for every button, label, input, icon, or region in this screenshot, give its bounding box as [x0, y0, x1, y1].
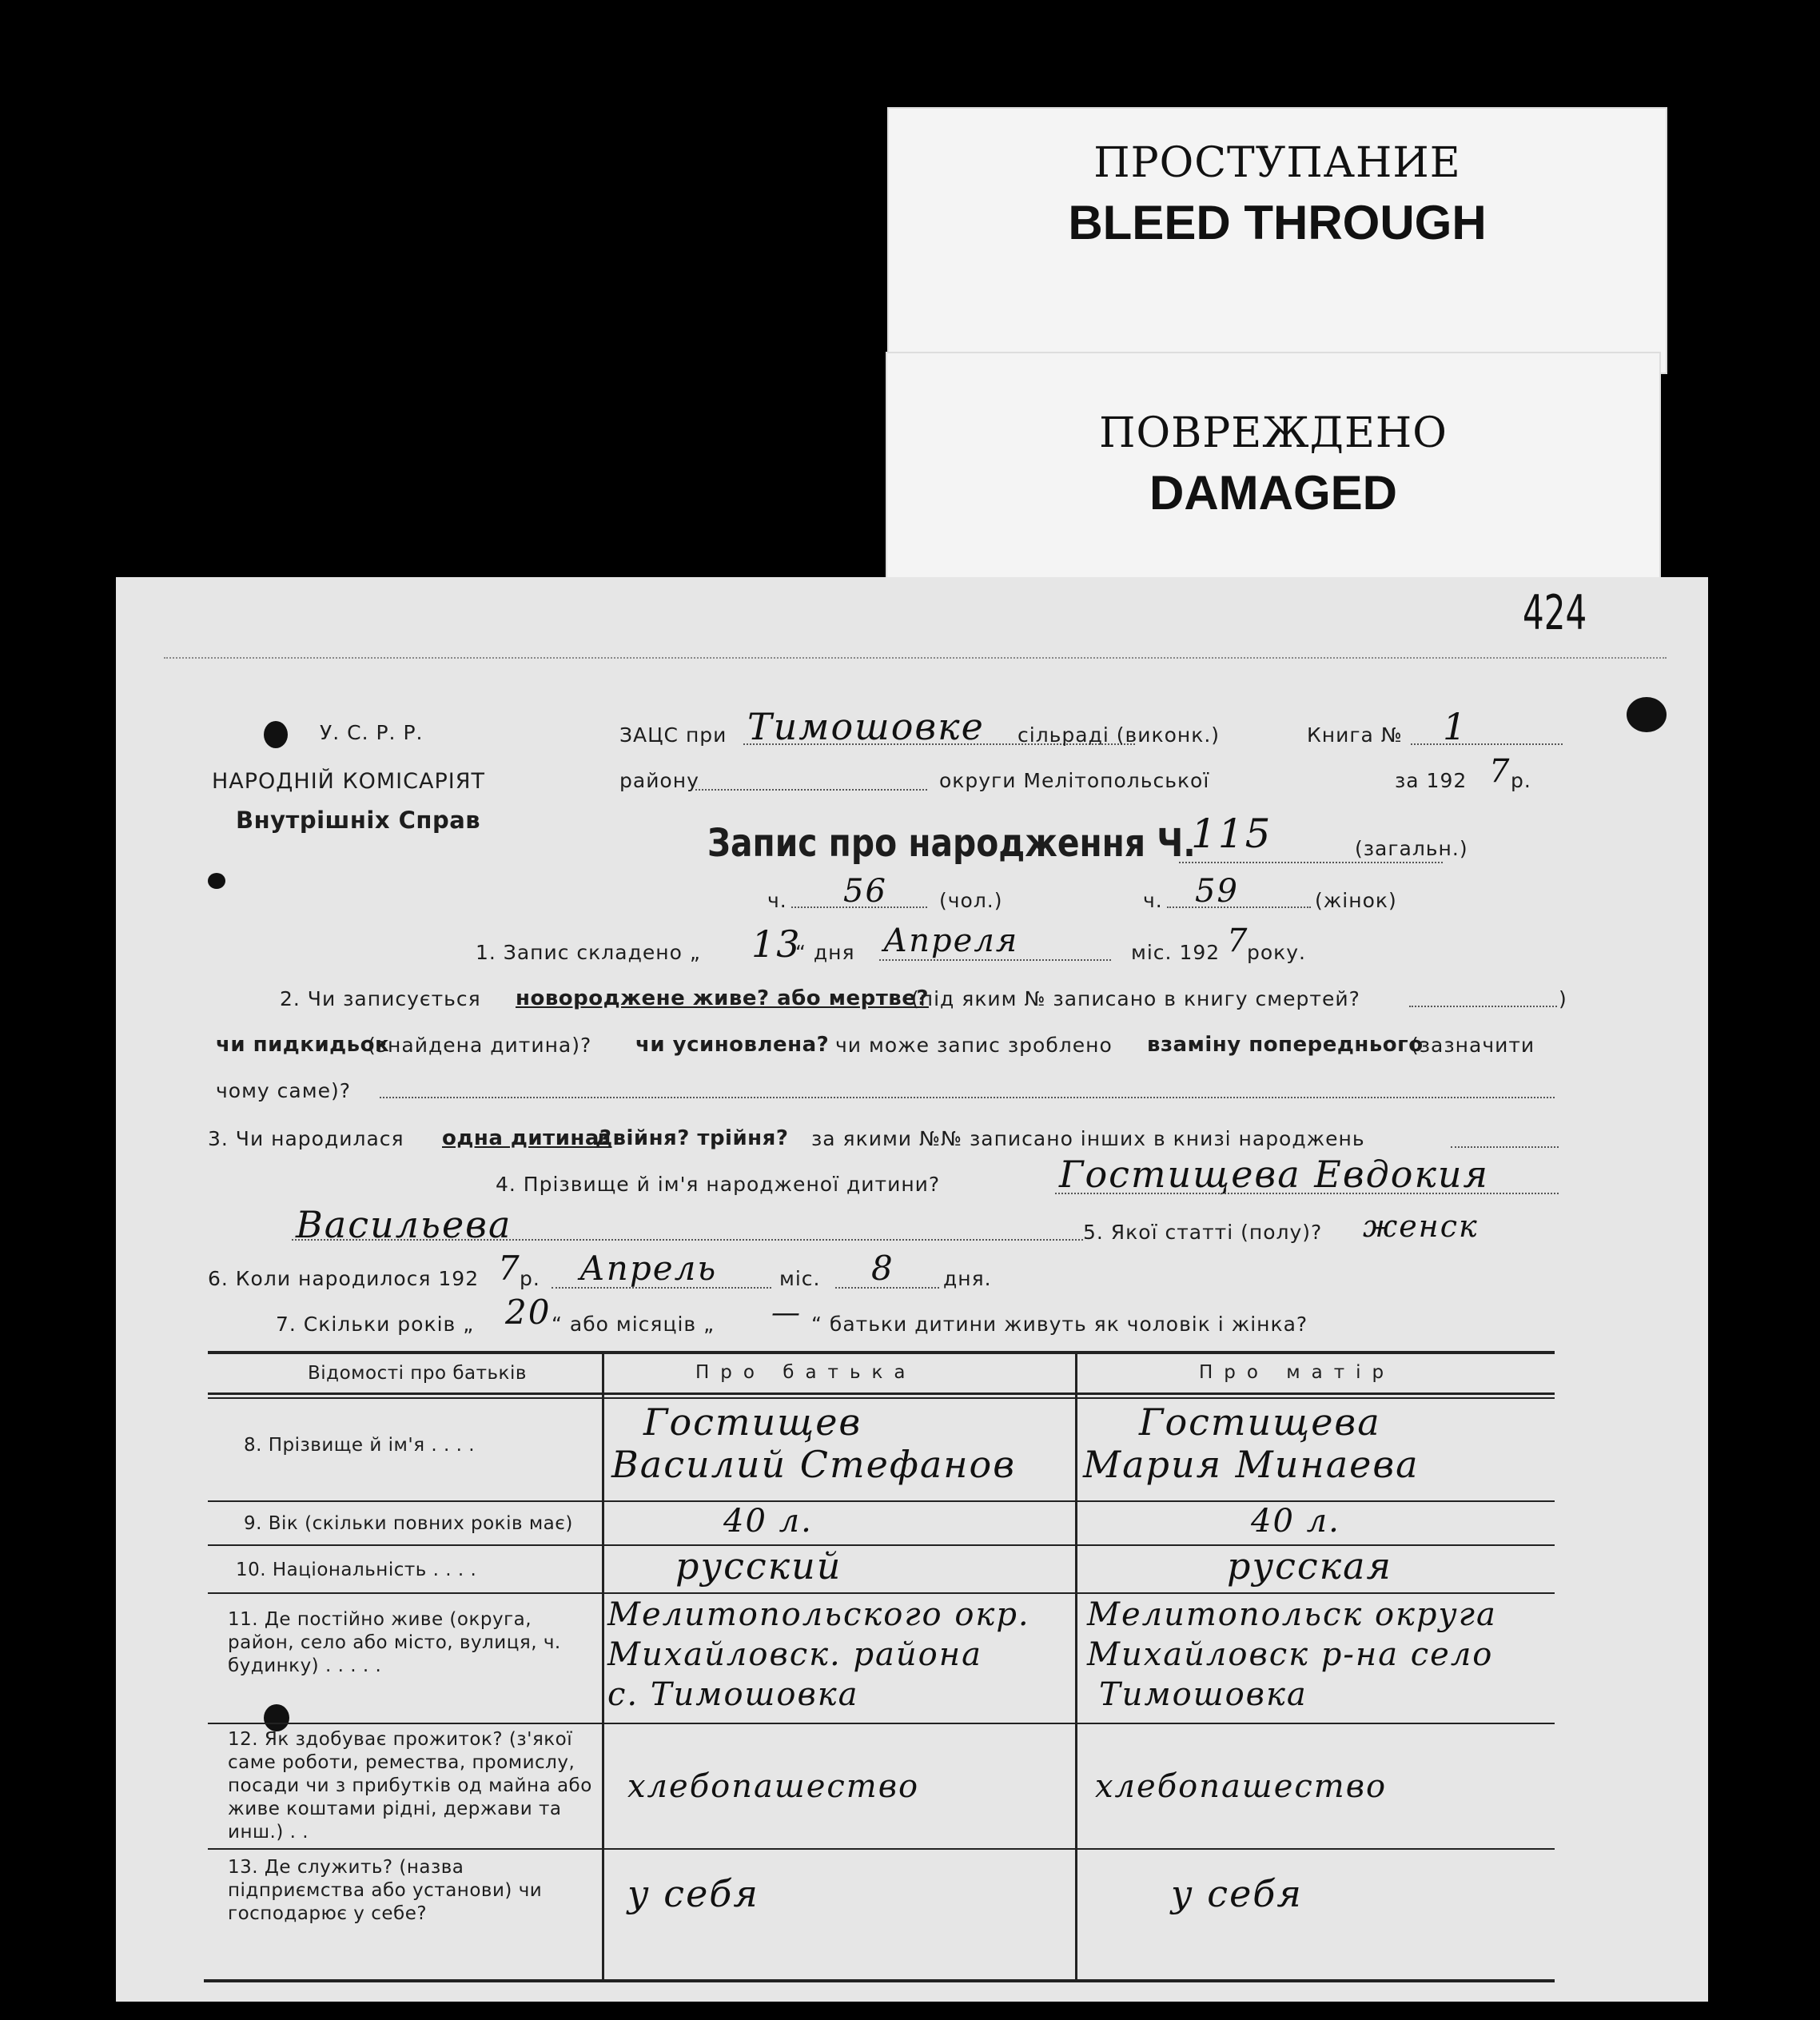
male-line	[791, 906, 927, 908]
row8-father-2: Василий Стефанов	[611, 1443, 1017, 1486]
row8-mother-1: Гостищева	[1139, 1400, 1381, 1444]
item3-b: одна дитина?	[442, 1126, 612, 1150]
item4-line2	[292, 1239, 1083, 1241]
item1-month-line	[879, 959, 1111, 961]
item1-month: Апреля	[883, 922, 1019, 959]
row-rule	[208, 1723, 1555, 1724]
item7-years: 20	[505, 1293, 552, 1332]
damaged-card	[886, 352, 1661, 587]
row9-father: 40 л.	[723, 1503, 813, 1540]
row13-mother: у себя	[1171, 1872, 1303, 1915]
item4-value2: Васильева	[296, 1203, 512, 1246]
female-label: ч.	[1143, 889, 1163, 912]
row11-father-1: Мелитопольского окр.	[607, 1596, 1030, 1633]
table-header-rule	[208, 1392, 1555, 1395]
item6-prefix: 6. Коли народилося 192	[208, 1267, 480, 1290]
item2-k: чому саме)?	[216, 1079, 351, 1102]
bleed-through-en: BLEED THROUGH	[1068, 196, 1487, 249]
okrug-label: округи Мелітопольської	[939, 769, 1210, 792]
male-label: ч.	[767, 889, 787, 912]
damaged-ru: ПОВРЕЖДЕНО	[1099, 409, 1448, 457]
item2-i: взаміну попереднього	[1147, 1033, 1424, 1057]
year-value: 7	[1489, 753, 1511, 790]
item2-line2	[380, 1097, 1555, 1098]
ussr-label: У. С. Р. Р.	[320, 721, 424, 744]
female-line	[1167, 906, 1311, 908]
female-value: 59	[1195, 873, 1239, 910]
council-label: сільраді (виконк.)	[1018, 723, 1221, 747]
bleed-through-card	[887, 107, 1667, 374]
item1-year: 7	[1227, 922, 1249, 959]
item2-a: 2. Чи записується	[280, 987, 481, 1010]
bleed-through-ru: ПРОСТУПАНИЕ	[1093, 139, 1461, 187]
item6-day-line	[835, 1287, 939, 1289]
item2-c: (під яким № записано в книгу смертей?	[911, 987, 1360, 1010]
row8-label: 8. Прізвище й ім'я . . . .	[244, 1435, 476, 1456]
year-suffix: р.	[1511, 769, 1531, 792]
internal-affairs-label: Внутрішніх Справ	[236, 807, 481, 834]
item3-d: за якими №№ записано інших в книзі народжень	[811, 1127, 1365, 1150]
item4-label: 4. Прізвище й ім'я народженої дитини?	[496, 1173, 941, 1196]
zags-label: ЗАЦС при	[619, 723, 727, 747]
book-label: Книга №	[1307, 723, 1403, 747]
item6-day: 8	[871, 1249, 894, 1288]
zags-value: Тимошовке	[747, 705, 985, 748]
female-suffix: (жінок)	[1315, 889, 1397, 912]
row8-father-1: Гостищев	[643, 1400, 862, 1444]
district-label: району	[619, 769, 699, 792]
item1-mid: “ дня	[795, 941, 855, 964]
record-number-line	[1179, 862, 1443, 863]
row12-label: 12. Як здобуває прожиток? (з'якої саме роботи, ремества, промислу, посади чи з прибутків од майна або живе коштами рідні, держави та инш.) . .	[228, 1729, 592, 1843]
page-number: 424	[1523, 585, 1587, 641]
row12-mother: хлебопашество	[1095, 1768, 1388, 1805]
item6-month-line	[552, 1287, 771, 1289]
row8-mother-2: Мария Минаева	[1083, 1443, 1420, 1486]
table-bottom-rule	[204, 1979, 1555, 1982]
row-rule	[208, 1500, 1555, 1502]
item7-end: “ батьки дитини живуть як чоловік і жінка?	[811, 1313, 1308, 1336]
item5-label: 5. Якої статті (полу)?	[1083, 1221, 1323, 1244]
male-suffix: (чол.)	[939, 889, 1003, 912]
row-rule	[208, 1592, 1555, 1594]
item6-month: Апрель	[579, 1249, 718, 1288]
row13-label: 13. Де служить? (назва підприємства або установи) чи господарює у себе?	[228, 1857, 543, 1924]
row9-label: 9. Вік (скільки повних років має)	[244, 1513, 573, 1534]
row10-father: русский	[675, 1544, 842, 1588]
table-header-rule2	[208, 1397, 1555, 1399]
item3-a: 3. Чи народилася	[208, 1127, 404, 1150]
item2-h: чи може запис зроблено	[835, 1034, 1113, 1057]
item1-suffix: міс. 192	[1131, 941, 1221, 964]
row10-mother: русская	[1227, 1544, 1393, 1588]
item7-mid: “ або місяців „	[552, 1313, 715, 1336]
item3-line	[1451, 1146, 1559, 1148]
item6-r: р.	[520, 1267, 540, 1290]
row12-father: хлебопашество	[627, 1768, 920, 1805]
item4-value1: Гостищева Евдокия	[1059, 1153, 1490, 1196]
district-line	[695, 789, 927, 791]
item5-value: женск	[1363, 1209, 1479, 1244]
row11-father-2: Михайловск. района	[607, 1636, 982, 1673]
commissariat-label: НАРОДНІЙ КОМІСАРІЯТ	[212, 769, 485, 794]
table-col-divider-1	[602, 1351, 604, 1982]
item2-j: (зазначити	[1411, 1034, 1535, 1057]
punch-hole	[1627, 697, 1667, 732]
table-col-divider-2	[1075, 1351, 1077, 1982]
item2-line1	[1409, 1006, 1557, 1007]
item1-end: року.	[1247, 941, 1307, 964]
row11-mother-2: Михайловск р-на село	[1087, 1636, 1494, 1673]
item1-prefix: 1. Запис складено „	[476, 941, 701, 964]
book-value: 1	[1443, 705, 1468, 748]
item2-e: чи пидкидьок	[216, 1033, 390, 1057]
row10-label: 10. Національність . . . .	[236, 1560, 477, 1580]
table-header-mother: Про матір	[1199, 1362, 1396, 1383]
item2-d: )	[1559, 987, 1567, 1010]
damaged-en: DAMAGED	[1149, 466, 1397, 520]
row11-father-3: с. Тимошовка	[607, 1676, 859, 1713]
punch-hole	[264, 1704, 289, 1731]
row11-mother-3: Тимошовка	[1099, 1676, 1308, 1713]
punch-hole	[264, 721, 288, 748]
item6-end: дня.	[943, 1267, 992, 1290]
row13-father: у себя	[627, 1872, 759, 1915]
punch-hole	[208, 873, 225, 889]
table-top-rule	[208, 1351, 1555, 1354]
table-header-father: Про батька	[695, 1362, 917, 1383]
row11-label: 11. Де постійно живе (округа, район, село або місто, вулиця, ч. будинку) . . . . .	[228, 1609, 561, 1676]
item2-b: новороджене живе? або мертве?	[516, 986, 929, 1010]
top-dotted-line	[164, 657, 1667, 659]
item2-f: (знайдена дитина)?	[368, 1034, 592, 1057]
item6-mis: міс.	[779, 1267, 821, 1290]
item2-g: чи усиновлена?	[635, 1033, 830, 1057]
table-header-info: Відомості про батьків	[308, 1363, 527, 1384]
record-title: Запис про народження Ч.	[707, 821, 1196, 866]
row11-mother-1: Мелитопольск округа	[1087, 1596, 1497, 1633]
row-rule	[208, 1848, 1555, 1850]
item3-c: двійня? трійня?	[595, 1126, 789, 1150]
item7-months: —	[771, 1297, 802, 1329]
item7-prefix: 7. Скільки років „	[276, 1313, 475, 1336]
birth-record-sheet	[116, 577, 1708, 2002]
item6-year: 7	[498, 1249, 521, 1288]
year-label: за 192	[1395, 769, 1468, 792]
general-label: (загальн.)	[1355, 837, 1468, 860]
record-number: 115	[1191, 811, 1272, 857]
item4-line1	[1055, 1193, 1559, 1194]
male-value: 56	[843, 873, 887, 910]
book-line	[1411, 743, 1563, 745]
row9-mother: 40 л.	[1251, 1503, 1340, 1540]
item1-day: 13	[751, 922, 802, 966]
